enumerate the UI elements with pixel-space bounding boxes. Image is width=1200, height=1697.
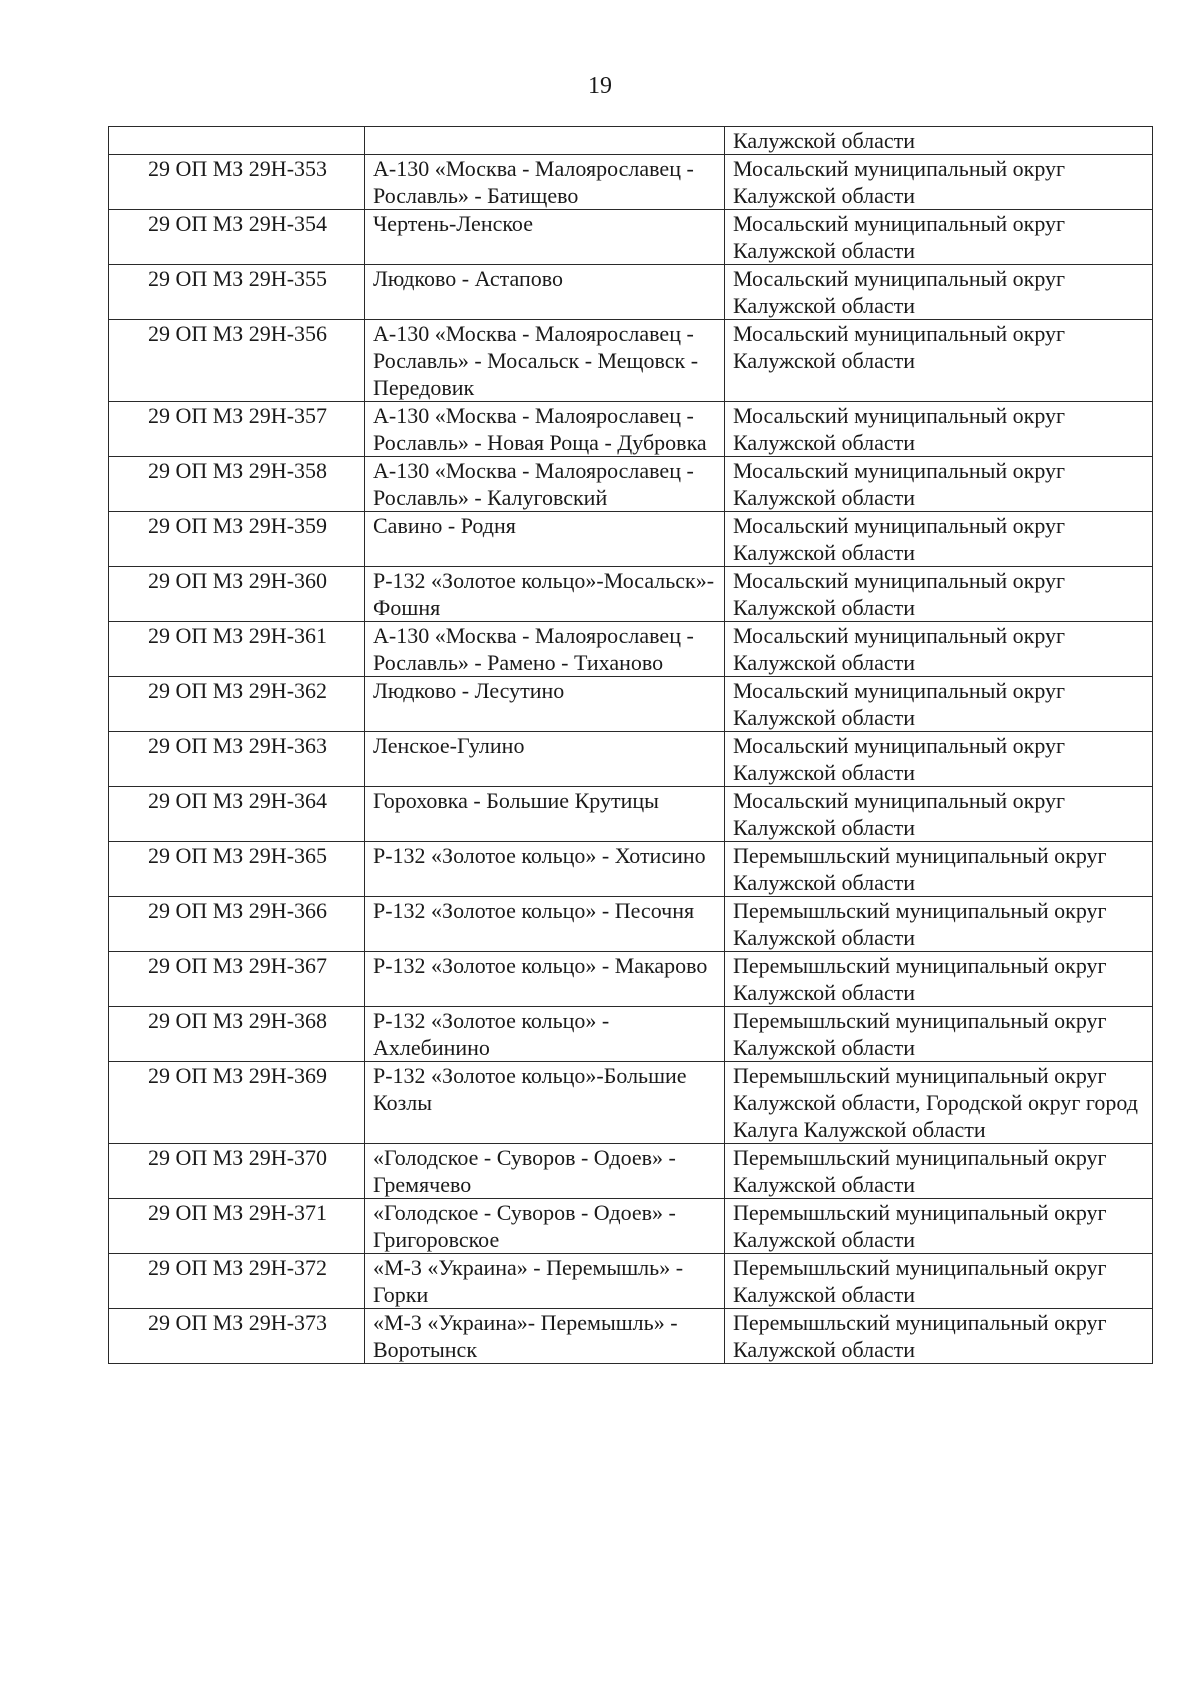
road-area-cell: Мосальский муниципальный округ Калужской области bbox=[725, 677, 1153, 732]
road-id-cell: 29 ОП МЗ 29Н-356 bbox=[109, 320, 365, 402]
table-row bbox=[109, 1199, 1153, 1254]
road-area-cell: Перемышльский муниципальный округ Калужской области bbox=[725, 1309, 1153, 1364]
road-area-cell: Перемышльский муниципальный округ Калужской области, Городской округ город Калуга Калужской области bbox=[725, 1062, 1153, 1144]
road-area-cell: Мосальский муниципальный округ Калужской области bbox=[725, 402, 1153, 457]
road-id-cell bbox=[109, 127, 365, 155]
road-area-cell: Мосальский муниципальный округ Калужской области bbox=[725, 732, 1153, 787]
road-name-cell: Ленское-Гулино bbox=[365, 732, 725, 787]
table-row bbox=[109, 622, 1153, 677]
road-id-cell: 29 ОП МЗ 29Н-368 bbox=[109, 1007, 365, 1062]
road-area-cell: Мосальский муниципальный округ Калужской области bbox=[725, 512, 1153, 567]
road-id-cell: 29 ОП МЗ 29Н-357 bbox=[109, 402, 365, 457]
road-area-cell: Перемышльский муниципальный округ Калужской области bbox=[725, 1144, 1153, 1199]
table-row bbox=[109, 1309, 1153, 1364]
road-area-cell: Калужской области bbox=[725, 127, 1153, 155]
road-id-cell: 29 ОП МЗ 29Н-371 bbox=[109, 1199, 365, 1254]
road-name-cell: Чертень-Ленское bbox=[365, 210, 725, 265]
table-row bbox=[109, 1062, 1153, 1144]
road-id-cell: 29 ОП МЗ 29Н-369 bbox=[109, 1062, 365, 1144]
road-area-cell: Мосальский муниципальный округ Калужской области bbox=[725, 622, 1153, 677]
table-row bbox=[109, 402, 1153, 457]
road-name-cell: Р-132 «Золотое кольцо» - Песочня bbox=[365, 897, 725, 952]
table-row bbox=[109, 1144, 1153, 1199]
table-row bbox=[109, 512, 1153, 567]
road-area-cell: Перемышльский муниципальный округ Калужской области bbox=[725, 842, 1153, 897]
road-id-cell: 29 ОП МЗ 29Н-365 bbox=[109, 842, 365, 897]
road-id-cell: 29 ОП МЗ 29Н-358 bbox=[109, 457, 365, 512]
road-name-cell: Людково - Астапово bbox=[365, 265, 725, 320]
road-id-cell: 29 ОП МЗ 29Н-373 bbox=[109, 1309, 365, 1364]
table-row bbox=[109, 127, 1153, 155]
table-row bbox=[109, 210, 1153, 265]
road-name-cell: «М-3 «Украина»- Перемышль» - Воротынск bbox=[365, 1309, 725, 1364]
table-row bbox=[109, 457, 1153, 512]
road-name-cell: «М-3 «Украина» - Перемышль» - Горки bbox=[365, 1254, 725, 1309]
road-id-cell: 29 ОП МЗ 29Н-366 bbox=[109, 897, 365, 952]
road-id-cell: 29 ОП МЗ 29Н-364 bbox=[109, 787, 365, 842]
table-row bbox=[109, 567, 1153, 622]
road-name-cell bbox=[365, 127, 725, 155]
table-row bbox=[109, 677, 1153, 732]
road-id-cell: 29 ОП МЗ 29Н-360 bbox=[109, 567, 365, 622]
road-name-cell: Р-132 «Золотое кольцо» - Макарово bbox=[365, 952, 725, 1007]
table-row bbox=[109, 842, 1153, 897]
road-name-cell: Р-132 «Золотое кольцо» - Ахлебинино bbox=[365, 1007, 725, 1062]
table-row bbox=[109, 1254, 1153, 1309]
road-area-cell: Мосальский муниципальный округ Калужской области bbox=[725, 567, 1153, 622]
road-id-cell: 29 ОП МЗ 29Н-355 bbox=[109, 265, 365, 320]
roads-table bbox=[108, 126, 1153, 1364]
road-name-cell: А-130 «Москва - Малоярославец - Рославль» - Батищево bbox=[365, 155, 725, 210]
page-number: 19 bbox=[588, 73, 612, 99]
road-name-cell: А-130 «Москва - Малоярославец - Рославль» - Мосальск - Мещовск - Передовик bbox=[365, 320, 725, 402]
road-name-cell: «Голодское - Суворов - Одоев» - Гремячево bbox=[365, 1144, 725, 1199]
road-area-cell: Мосальский муниципальный округ Калужской области bbox=[725, 155, 1153, 210]
road-area-cell: Мосальский муниципальный округ Калужской области bbox=[725, 265, 1153, 320]
road-name-cell: Р-132 «Золотое кольцо» - Хотисино bbox=[365, 842, 725, 897]
road-area-cell: Перемышльский муниципальный округ Калужской области bbox=[725, 1199, 1153, 1254]
road-name-cell: Р-132 «Золотое кольцо»-Большие Козлы bbox=[365, 1062, 725, 1144]
road-name-cell: А-130 «Москва - Малоярославец - Рославль» - Новая Роща - Дубровка bbox=[365, 402, 725, 457]
road-area-cell: Мосальский муниципальный округ Калужской области bbox=[725, 787, 1153, 842]
road-area-cell: Перемышльский муниципальный округ Калужской области bbox=[725, 952, 1153, 1007]
road-area-cell: Мосальский муниципальный округ Калужской области bbox=[725, 457, 1153, 512]
road-area-cell: Перемышльский муниципальный округ Калужской области bbox=[725, 897, 1153, 952]
road-id-cell: 29 ОП МЗ 29Н-370 bbox=[109, 1144, 365, 1199]
road-area-cell: Мосальский муниципальный округ Калужской области bbox=[725, 320, 1153, 402]
table-row bbox=[109, 732, 1153, 787]
road-area-cell: Мосальский муниципальный округ Калужской области bbox=[725, 210, 1153, 265]
table-row bbox=[109, 897, 1153, 952]
road-id-cell: 29 ОП МЗ 29Н-363 bbox=[109, 732, 365, 787]
table-row bbox=[109, 155, 1153, 210]
road-id-cell: 29 ОП МЗ 29Н-359 bbox=[109, 512, 365, 567]
road-id-cell: 29 ОП МЗ 29Н-361 bbox=[109, 622, 365, 677]
road-name-cell: А-130 «Москва - Малоярославец - Рославль» - Рамено - Тиханово bbox=[365, 622, 725, 677]
road-area-cell: Перемышльский муниципальный округ Калужской области bbox=[725, 1254, 1153, 1309]
table-row bbox=[109, 787, 1153, 842]
road-id-cell: 29 ОП МЗ 29Н-353 bbox=[109, 155, 365, 210]
road-id-cell: 29 ОП МЗ 29Н-367 bbox=[109, 952, 365, 1007]
road-id-cell: 29 ОП МЗ 29Н-372 bbox=[109, 1254, 365, 1309]
road-name-cell: Р-132 «Золотое кольцо»-Мосальск»-Фошня bbox=[365, 567, 725, 622]
table-row bbox=[109, 952, 1153, 1007]
table-row bbox=[109, 1007, 1153, 1062]
road-id-cell: 29 ОП МЗ 29Н-362 bbox=[109, 677, 365, 732]
table-row bbox=[109, 320, 1153, 402]
road-area-cell: Перемышльский муниципальный округ Калужской области bbox=[725, 1007, 1153, 1062]
road-name-cell: Савино - Родня bbox=[365, 512, 725, 567]
table-row bbox=[109, 265, 1153, 320]
road-name-cell: Людково - Лесутино bbox=[365, 677, 725, 732]
road-name-cell: Гороховка - Большие Крутицы bbox=[365, 787, 725, 842]
road-name-cell: А-130 «Москва - Малоярославец - Рославль» - Калуговский bbox=[365, 457, 725, 512]
road-name-cell: «Голодское - Суворов - Одоев» - Григоровское bbox=[365, 1199, 725, 1254]
road-id-cell: 29 ОП МЗ 29Н-354 bbox=[109, 210, 365, 265]
